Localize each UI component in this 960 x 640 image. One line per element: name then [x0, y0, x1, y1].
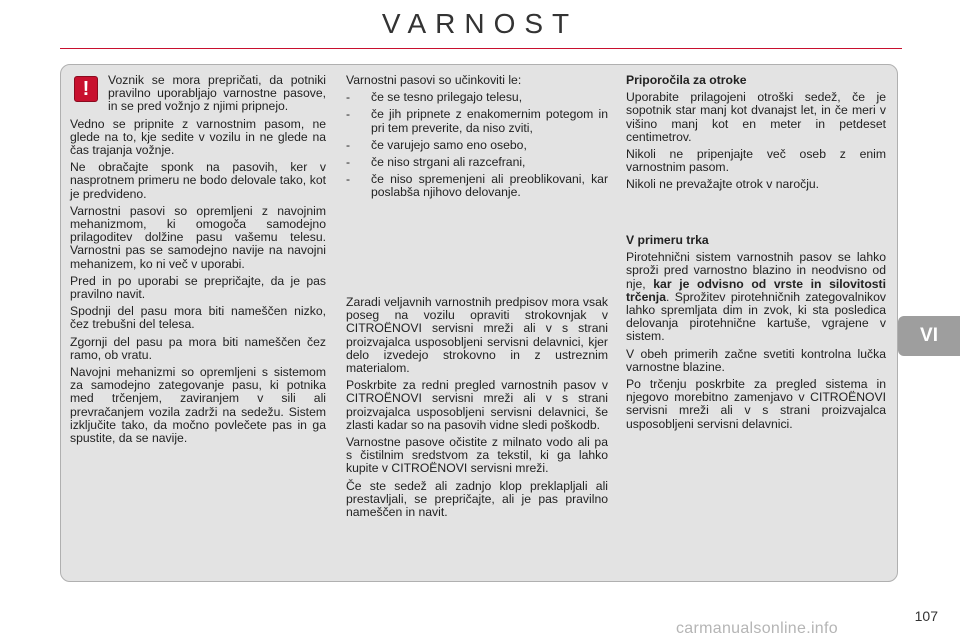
conditions-list: [346, 91, 608, 199]
paragraph: Nikoli ne prevažajte otrok v naročju.: [626, 177, 820, 192]
paragraph: Spodnji del pasu mora biti nameščen nizko, čez trebušni del telesa.: [70, 304, 326, 332]
list-item: - če niso strgani ali razcefrani,: [346, 156, 608, 169]
column-middle-top: [346, 74, 608, 204]
paragraph: Ne obračajte sponk na pasovih, ker v nasprotnem primeru ne bodo delovale tako, kot je predvideno.: [70, 160, 326, 201]
paragraph: Uporabite prilagojeni otroški sedež, če je sopotnik star manj kot dvanajst let, in če meri v višino manj kot en meter in petdeset centimetrov.: [626, 90, 886, 144]
text-span: . Sprožitev pirotehničnih zategovalnikov lahko spremljata dim in zvok, ki sta posledica delovanja pirotehnične kartuše, vgrajene v sistem.: [626, 289, 886, 344]
list-intro: Varnostni pasovi so učinkoviti le:: [346, 73, 522, 87]
warning-icon: !: [74, 76, 98, 102]
paragraph: Po trčenju poskrbite za pregled sistema in njegovo morebitno zamenjavo v CITROËNOVI servisni mreži ali v s strani proizvajalca usposobljeni servisni delavnici.: [626, 377, 886, 431]
page-title: VARNOST: [381, 8, 579, 39]
list-item: - če se tesno prilegajo telesu,: [346, 91, 608, 104]
paragraph: Če ste sedež ali zadnjo klop preklapljali ali prestavljali, se prepričajte, ali je pas pravilno nameščen in navit.: [346, 478, 608, 520]
chapter-tab[interactable]: VI: [898, 316, 960, 356]
paragraph: Pred in po uporabi se prepričajte, da je pas pravilno navit.: [70, 273, 326, 302]
column-right-top: [626, 74, 886, 196]
paragraph: Zgornji del pasu pa mora biti nameščen čez ramo, ob vratu.: [70, 334, 326, 362]
page-number: 107: [914, 608, 938, 624]
paragraph: Varnostni pasovi so opremljeni z navojnim mehanizmom, ki omogoča samodejno prilagoditev dolžine pasu vašemu telesu. Varnostni pas se samodejno navije na navojni mehanizem, ko ni več v uporabi.: [70, 203, 326, 271]
paragraph: V obeh primerih začne svetiti kontrolna lučka varnostne blazine.: [626, 346, 886, 374]
title-divider: [60, 48, 902, 49]
section-heading-children: Priporočila za otroke: [626, 73, 747, 87]
list-item: - če jih pripnete z enakomernim potegom in pri tem preverite, da niso zviti,: [346, 108, 608, 134]
column-left: [70, 74, 326, 449]
paragraph: Poskrbite za redni pregled varnostnih pasov v CITROËNOVI servisni mreži ali v s strani proizvajalca usposobljeni servisni delavnici, še zlasti kadar so na pasovih vidne sledi poškodb.: [346, 378, 608, 432]
paragraph: Varnostne pasove očistite z milnato vodo ali pa s čistilnim sredstvom za tekstil, ki ga lahko kupite v CITROËNOVI servisni mreži.: [346, 435, 608, 476]
paragraph: Vedno se pripnite z varnostnim pasom, ne glede na to, kje sedite v vozilu in ne glede na čas trajanja vožnje.: [70, 116, 326, 158]
paragraph: Nikoli ne pripenjajte več oseb z enim varnostnim pasom.: [626, 147, 886, 175]
paragraph-collision: [626, 251, 886, 343]
paragraph: Zaradi veljavnih varnostnih predpisov mora vsak poseg na vozilu opraviti strokovnjak v CITROËNOVI servisni mreži ali v s strani proizvajalca usposobljeni servisni delavnici, kjer delo izvedejo strokovno in z ustreznim materialom.: [346, 295, 608, 376]
column-middle-bottom: [346, 296, 608, 523]
list-item: - če varujejo samo eno osebo,: [346, 139, 608, 152]
paragraph: Navojni mehanizmi so opremljeni s sistemom za samodejno zategovanje pasu, ki potnika med trčenjem, zaviranjem v sili ali prevračanjem vozila zadrži na sedežu. Sistem izključite tako, da močno povlečete pas in ga spustite, da se navije.: [70, 365, 326, 446]
text-span: Pirotehnični sistem varnostnih pasov se lahko sproži pred varnostno blazino in neodvisno od nje,: [626, 250, 886, 291]
emphasis-span: kar je odvisno od vrste in silovitosti trčenja: [626, 276, 886, 304]
watermark: carmanualsonline.info: [676, 620, 838, 637]
column-right-bottom: [626, 234, 886, 435]
list-item: - če niso spremenjeni ali preoblikovani, kar poslabša njihovo delovanje.: [346, 173, 608, 199]
warning-paragraph: Voznik se mora prepričati, da potniki pravilno uporabljajo varnostne pasove, in se pred vožnjo z njimi pripnejo.: [108, 73, 326, 114]
section-heading-collision: V primeru trka: [626, 233, 709, 247]
